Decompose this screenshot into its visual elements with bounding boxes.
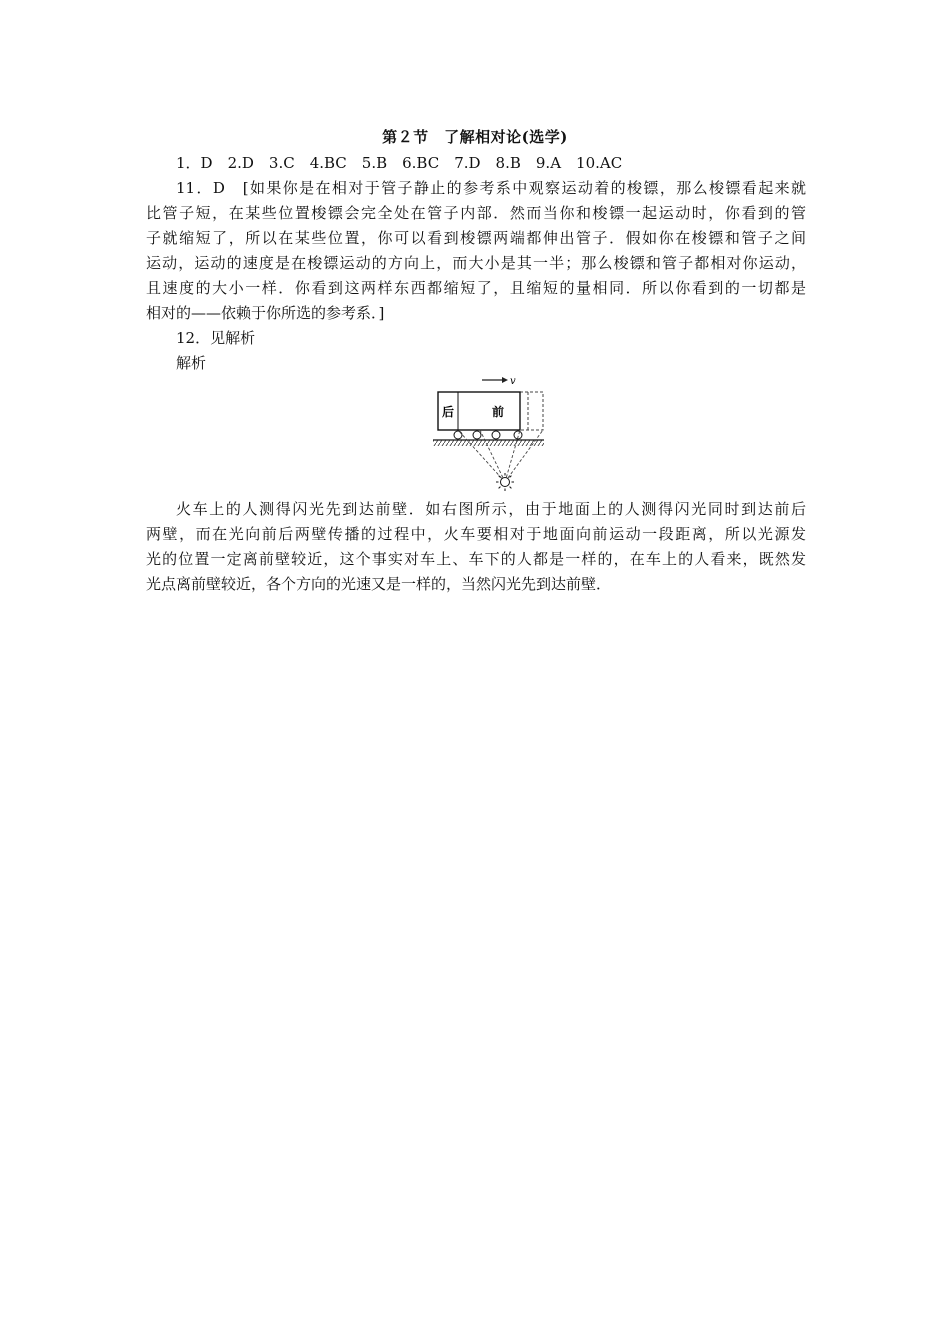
explanation-line-4: 光点离前壁较近，各个方向的光速又是一样的，当然闪光先到达前壁． [146, 575, 612, 593]
light-rays [458, 430, 543, 482]
explanation-line-1: 火车上的人测得闪光先到达前壁．如右图所示，由于地面上的人测得闪光同时到达前后 [176, 500, 806, 518]
q11-line-4: 运动，运动的速度是在梭镖运动的方向上，而大小是其一半；那么梭镖和管子都相对你运动， [146, 254, 806, 272]
explanation-line-3: 光的位置一定离前壁较近，这个事实对车上、车下的人都是一样的，在车上的人看来，既然发 [146, 550, 806, 568]
velocity-arrow-icon [482, 377, 508, 383]
q11-line-2: 比管子短，在某些位置梭镖会完全处在管子内部．然而当你和梭镖一起运动时，你看到的管 [146, 204, 806, 222]
answer-key-line: 1．D 2.D 3.C 4.BC 5.B 6.BC 7.D 8.B 9.A 10.AC [176, 154, 623, 172]
section-title: 第２节 了解相对论(选学) [382, 128, 568, 146]
q11-line-6: 相对的——依赖于你所选的参考系．] [146, 304, 385, 322]
velocity-label: v [510, 376, 516, 387]
q11-line-3: 子就缩短了，所以在某些位置，你可以看到梭镖两端都伸出管子．假如你在梭镖和管子之间 [146, 229, 806, 247]
q11-line-5: 且速度的大小一样．你看到这两样东西都缩短了，且缩短的量相同．所以你看到的一切都是 [146, 279, 806, 297]
light-source-icon [496, 473, 514, 491]
q12-answer: 12．见解析 [176, 329, 256, 347]
front-wall-label: 前 [492, 405, 505, 419]
q11-line-1: 11．D [如果你是在相对于管子静止的参考系中观察运动着的梭镖，那么梭镖看起来就 [176, 179, 806, 197]
ground-hatch [433, 440, 544, 446]
analysis-label: 解析 [176, 354, 207, 372]
wheel [492, 431, 500, 439]
train-light-figure [432, 371, 546, 495]
wheel [473, 431, 481, 439]
rear-wall-label: 后 [442, 405, 455, 419]
explanation-line-2: 两壁，而在光向前后两壁传播的过程中，火车要相对于地面向前运动一段距离，所以光源发 [146, 525, 806, 543]
wheel [454, 431, 462, 439]
